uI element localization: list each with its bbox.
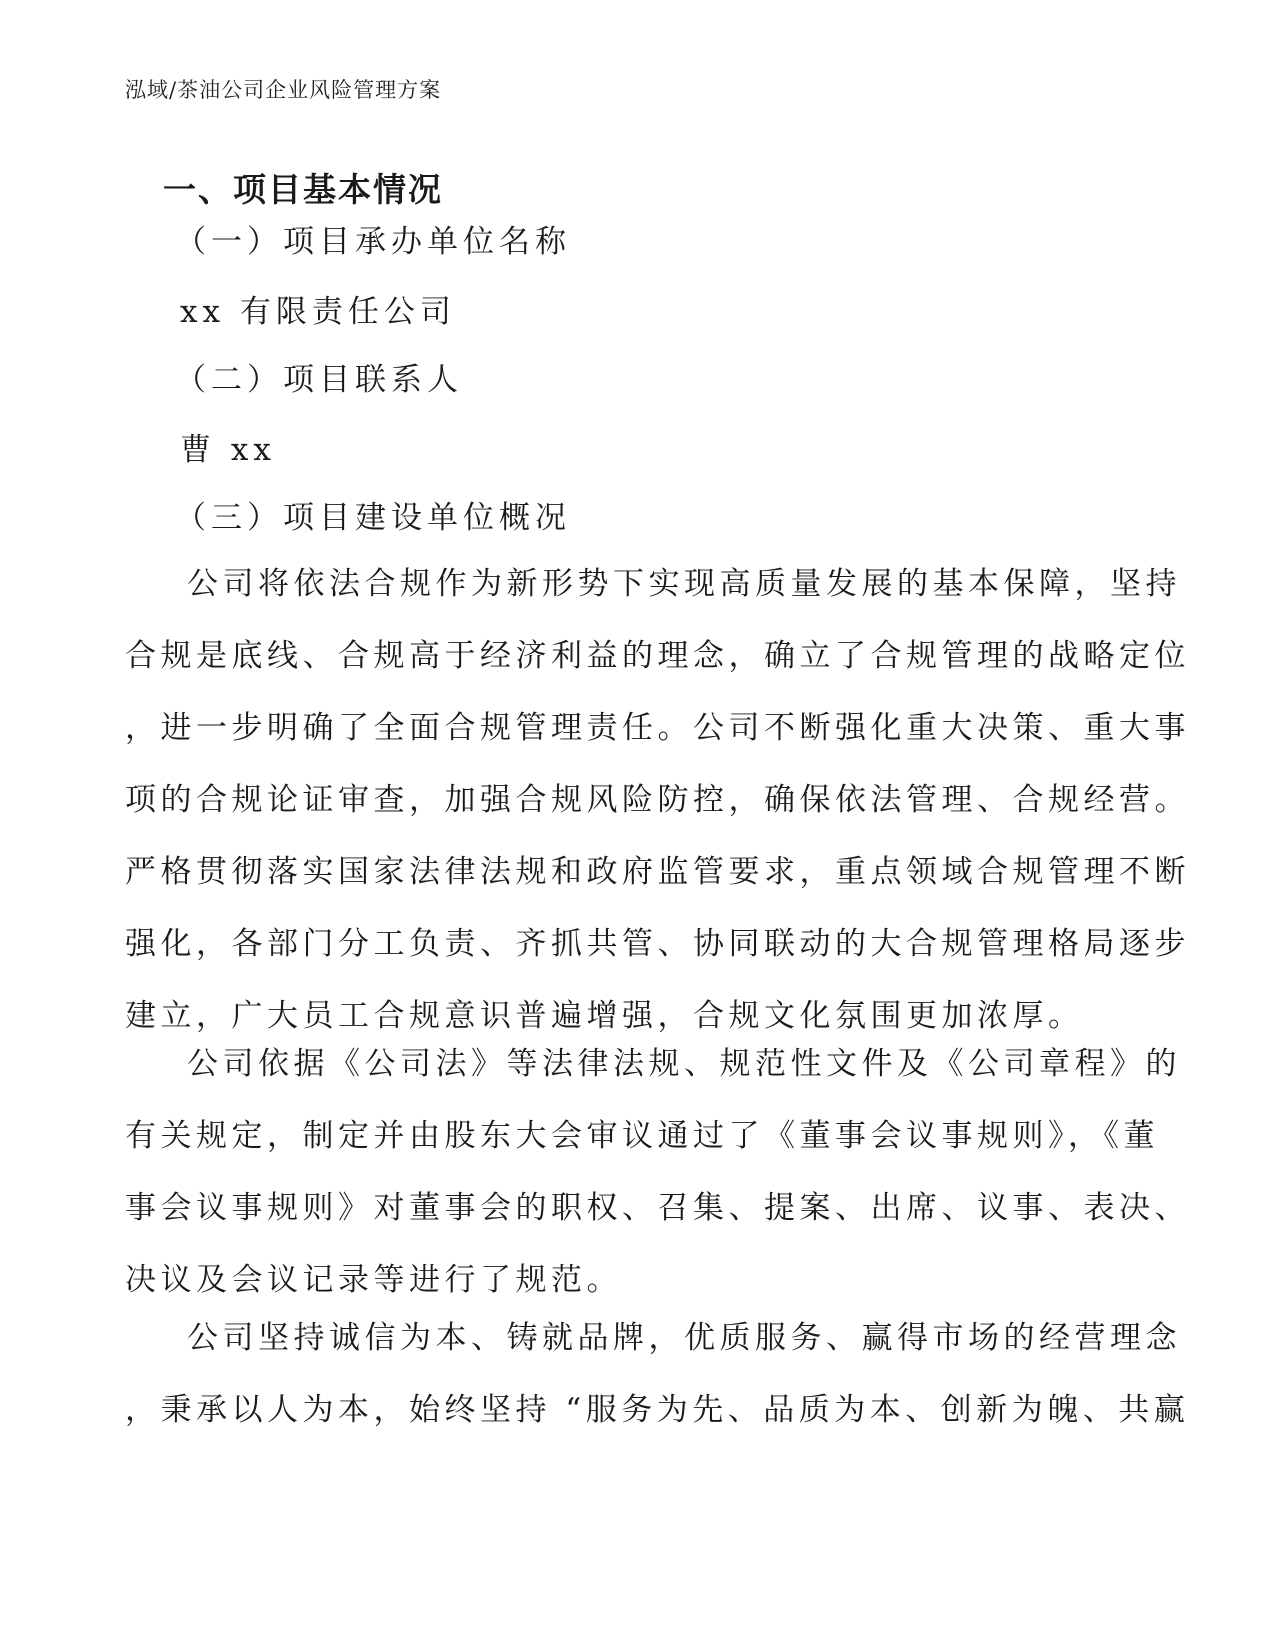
paragraph-line: 公司依据《公司法》等法律法规、规范性文件及《公司章程》的 (187, 1046, 1181, 1082)
subsection-heading-1: （一）项目承办单位名称 (175, 224, 571, 260)
paragraph-line: ，秉承以人为本，始终坚持 “服务为先、品质为本、创新为魄、共赢 (125, 1392, 1190, 1428)
paragraph-line: 决议及会议记录等进行了规范。 (125, 1262, 622, 1298)
subsection-heading-3: （三）项目建设单位概况 (175, 500, 571, 536)
section-heading: 一、项目基本情况 (163, 170, 443, 209)
paragraph-1 (125, 548, 1190, 1052)
paragraph-line: 有关规定，制定并由股东大会审议通过了《董事会议事规则》，《董 (125, 1118, 1159, 1154)
paragraph-line: 公司坚持诚信为本、铸就品牌，优质服务、赢得市场的经营理念 (187, 1320, 1181, 1356)
subsection-heading-2: （二）项目联系人 (175, 362, 463, 398)
paragraph-3 (125, 1302, 1190, 1446)
paragraph-line: 建立，广大员工合规意识普遍增强，合规文化氛围更加浓厚。 (125, 998, 1084, 1034)
running-header: 泓域/茶油公司企业风险管理方案 (125, 78, 442, 102)
paragraph-line: 合规是底线、合规高于经济利益的理念，确立了合规管理的战略定位 (125, 638, 1190, 674)
paragraph-line: ，进一步明确了全面合规管理责任。公司不断强化重大决策、重大事 (125, 710, 1190, 746)
contact-person: 曹 xx (180, 432, 276, 468)
paragraph-line: 事会议事规则》对董事会的职权、召集、提案、出席、议事、表决、 (125, 1190, 1190, 1226)
paragraph-line: 项的合规论证审查，加强合规风险防控，确保依法管理、合规经营。 (125, 782, 1190, 818)
paragraph-2 (125, 1028, 1190, 1316)
paragraph-line: 强化，各部门分工负责、齐抓共管、协同联动的大合规管理格局逐步 (125, 926, 1190, 962)
paragraph-line: 严格贯彻落实国家法律法规和政府监管要求，重点领域合规管理不断 (125, 854, 1190, 890)
paragraph-line: 公司将依法合规作为新形势下实现高质量发展的基本保障，坚持 (187, 566, 1181, 602)
organizer-name: xx 有限责任公司 (180, 294, 456, 330)
